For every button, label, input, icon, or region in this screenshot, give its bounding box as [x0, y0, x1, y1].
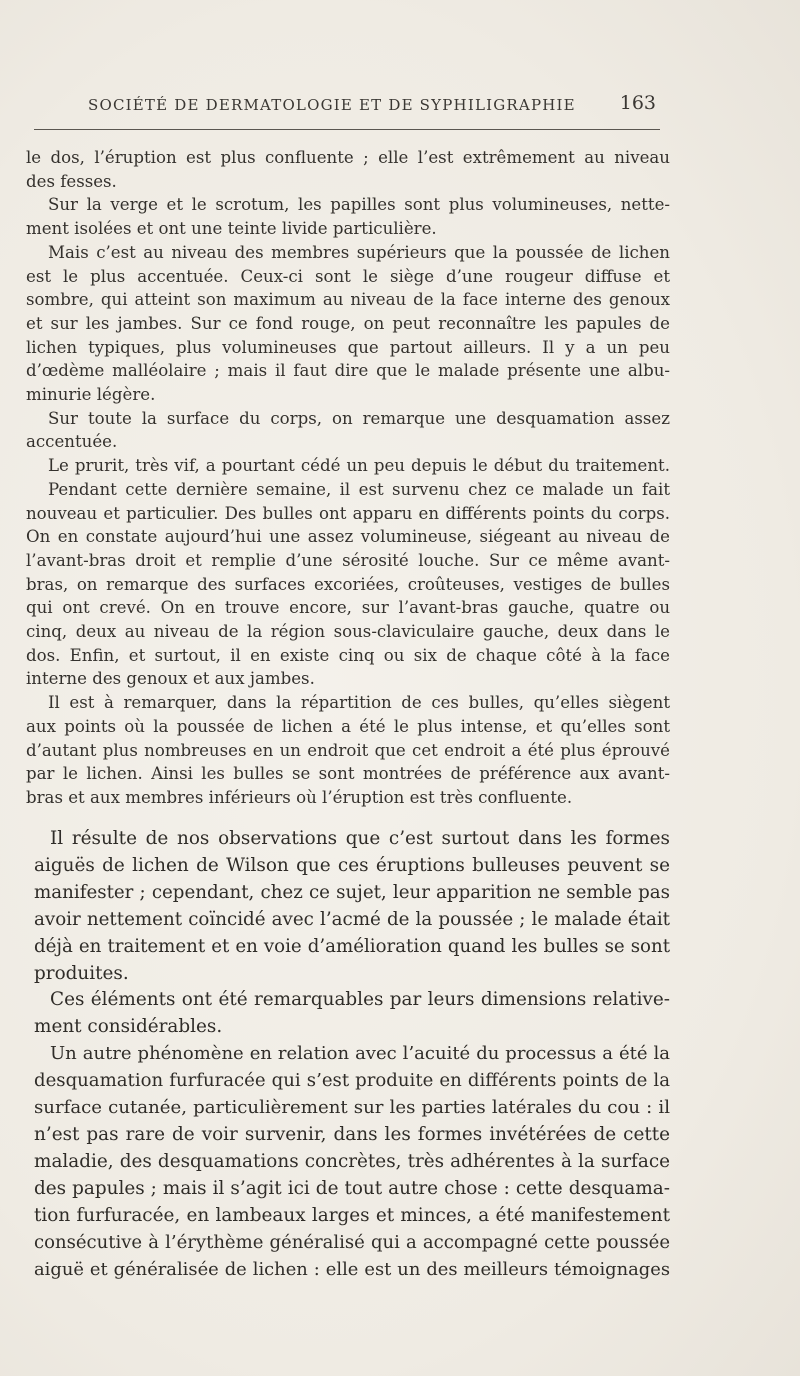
- body-text-section-1: [26, 146, 670, 810]
- text-line: aiguë et généralisée de lichen : elle est un des meilleurs témoignages: [34, 1258, 670, 1280]
- text-line: Ces éléments ont été remarquables par leurs dimensions relative-: [50, 989, 670, 1011]
- text-line: accentuée.: [26, 432, 118, 452]
- text-line: manifester ; cependant, chez ce sujet, leur apparition ne semble pas: [34, 881, 670, 903]
- text-line: Pendant cette dernière semaine, il est survenu chez ce malade un fait: [48, 479, 670, 499]
- header-rule: [34, 129, 660, 130]
- text-line: ment isolées et ont une teinte livide particulière.: [26, 219, 437, 239]
- text-line: est le plus accentuée. Ceux-ci sont le siège d’une rougeur diffuse et: [26, 266, 670, 286]
- text-line: interne des genoux et aux jambes.: [26, 669, 315, 689]
- text-line: Il est à remarquer, dans la répartition de ces bulles, qu’elles siègent: [48, 693, 670, 713]
- text-line: Sur toute la surface du corps, on remarque une desquamation assez: [48, 408, 670, 428]
- text-line: lichen typiques, plus volumineuses que partout ailleurs. Il y a un peu: [26, 337, 670, 357]
- text-line: n’est pas rare de voir survenir, dans les formes invétérées de cette: [34, 1123, 670, 1145]
- running-header: [88, 92, 656, 118]
- text-line: consécutive à l’érythème généralisé qui a accompagné cette poussée: [34, 1231, 670, 1253]
- text-line: aux points où la poussée de lichen a été le plus intense, et qu’elles sont: [26, 716, 670, 736]
- text-line: dos. Enfin, et surtout, il en existe cinq ou six de chaque côté à la face: [26, 645, 670, 665]
- text-line: Le prurit, très vif, a pourtant cédé un peu depuis le début du traitement.: [48, 456, 670, 476]
- text-line: d’œdème malléolaire ; mais il faut dire que le malade présente une albu-: [26, 361, 670, 381]
- text-line: surface cutanée, particulièrement sur les parties latérales du cou : il: [34, 1097, 670, 1119]
- text-line: maladie, des desquamations concrètes, très adhérentes à la surface: [34, 1150, 670, 1172]
- text-line: Il résulte de nos observations que c’est surtout dans les formes: [50, 828, 670, 849]
- text-line: Un autre phénomène en relation avec l’acuité du processus a été la: [50, 1043, 670, 1065]
- text-line: des fesses.: [26, 171, 117, 191]
- text-line: aiguës de lichen de Wilson que ces éruptions bulleuses peuvent se: [34, 854, 670, 876]
- text-line: Mais c’est au niveau des membres supérieurs que la poussée de lichen: [48, 242, 670, 262]
- text-line: On en constate aujourd’hui une assez volumineuse, siégeant au niveau de: [26, 527, 670, 547]
- text-line: par le lichen. Ainsi les bulles se sont montrées de préférence aux avant-: [26, 764, 670, 784]
- text-line: ment considérables.: [34, 1016, 223, 1038]
- text-line: avoir nettement coïncidé avec l’acmé de la poussée ; le malade était: [34, 908, 670, 930]
- text-line: cinq, deux au niveau de la région sous-claviculaire gauche, deux dans le: [26, 622, 670, 642]
- text-line: le dos, l’éruption est plus confluente ; elle l’est extrêmement au niveau: [26, 148, 670, 167]
- header-title: SOCIÉTÉ DE DERMATOLOGIE ET DE SYPHILIGRAPHIE: [88, 96, 576, 114]
- text-line: d’autant plus nombreuses en un endroit que cet endroit a été plus éprouvé: [26, 740, 670, 760]
- text-line: produites.: [34, 962, 129, 984]
- text-line: déjà en traitement et en voie d’amélioration quand les bulles se sont: [34, 935, 670, 957]
- text-line: qui ont crevé. On en trouve encore, sur l’avant-bras gauche, quatre ou: [26, 598, 670, 618]
- page-number: 163: [619, 92, 656, 114]
- text-line: bras, on remarque des surfaces excoriées, croûteuses, vestiges de bulles: [26, 574, 670, 594]
- text-line: sombre, qui atteint son maximum au niveau de la face interne des genoux: [26, 290, 670, 310]
- text-line: tion furfuracée, en lambeaux larges et minces, a été manifestement: [34, 1204, 670, 1226]
- text-line: des papules ; mais il s’agit ici de tout autre chose : cette desquama-: [34, 1177, 670, 1199]
- text-line: desquamation furfuracée qui s’est produite en différents points de la: [34, 1070, 670, 1092]
- text-line: Sur la verge et le scrotum, les papilles sont plus volumineuses, nette-: [48, 195, 670, 215]
- body-text-section-2: [34, 826, 670, 1283]
- text-line: nouveau et particulier. Des bulles ont apparu en différents points du corps.: [26, 503, 670, 523]
- text-line: minurie légère.: [26, 385, 156, 405]
- text-line: et sur les jambes. Sur ce fond rouge, on peut reconnaître les papules de: [26, 313, 670, 333]
- text-line: bras et aux membres inférieurs où l’éruption est très confluente.: [26, 787, 573, 807]
- text-line: l’avant-bras droit et remplie d’une sérosité louche. Sur ce même avant-: [26, 550, 670, 570]
